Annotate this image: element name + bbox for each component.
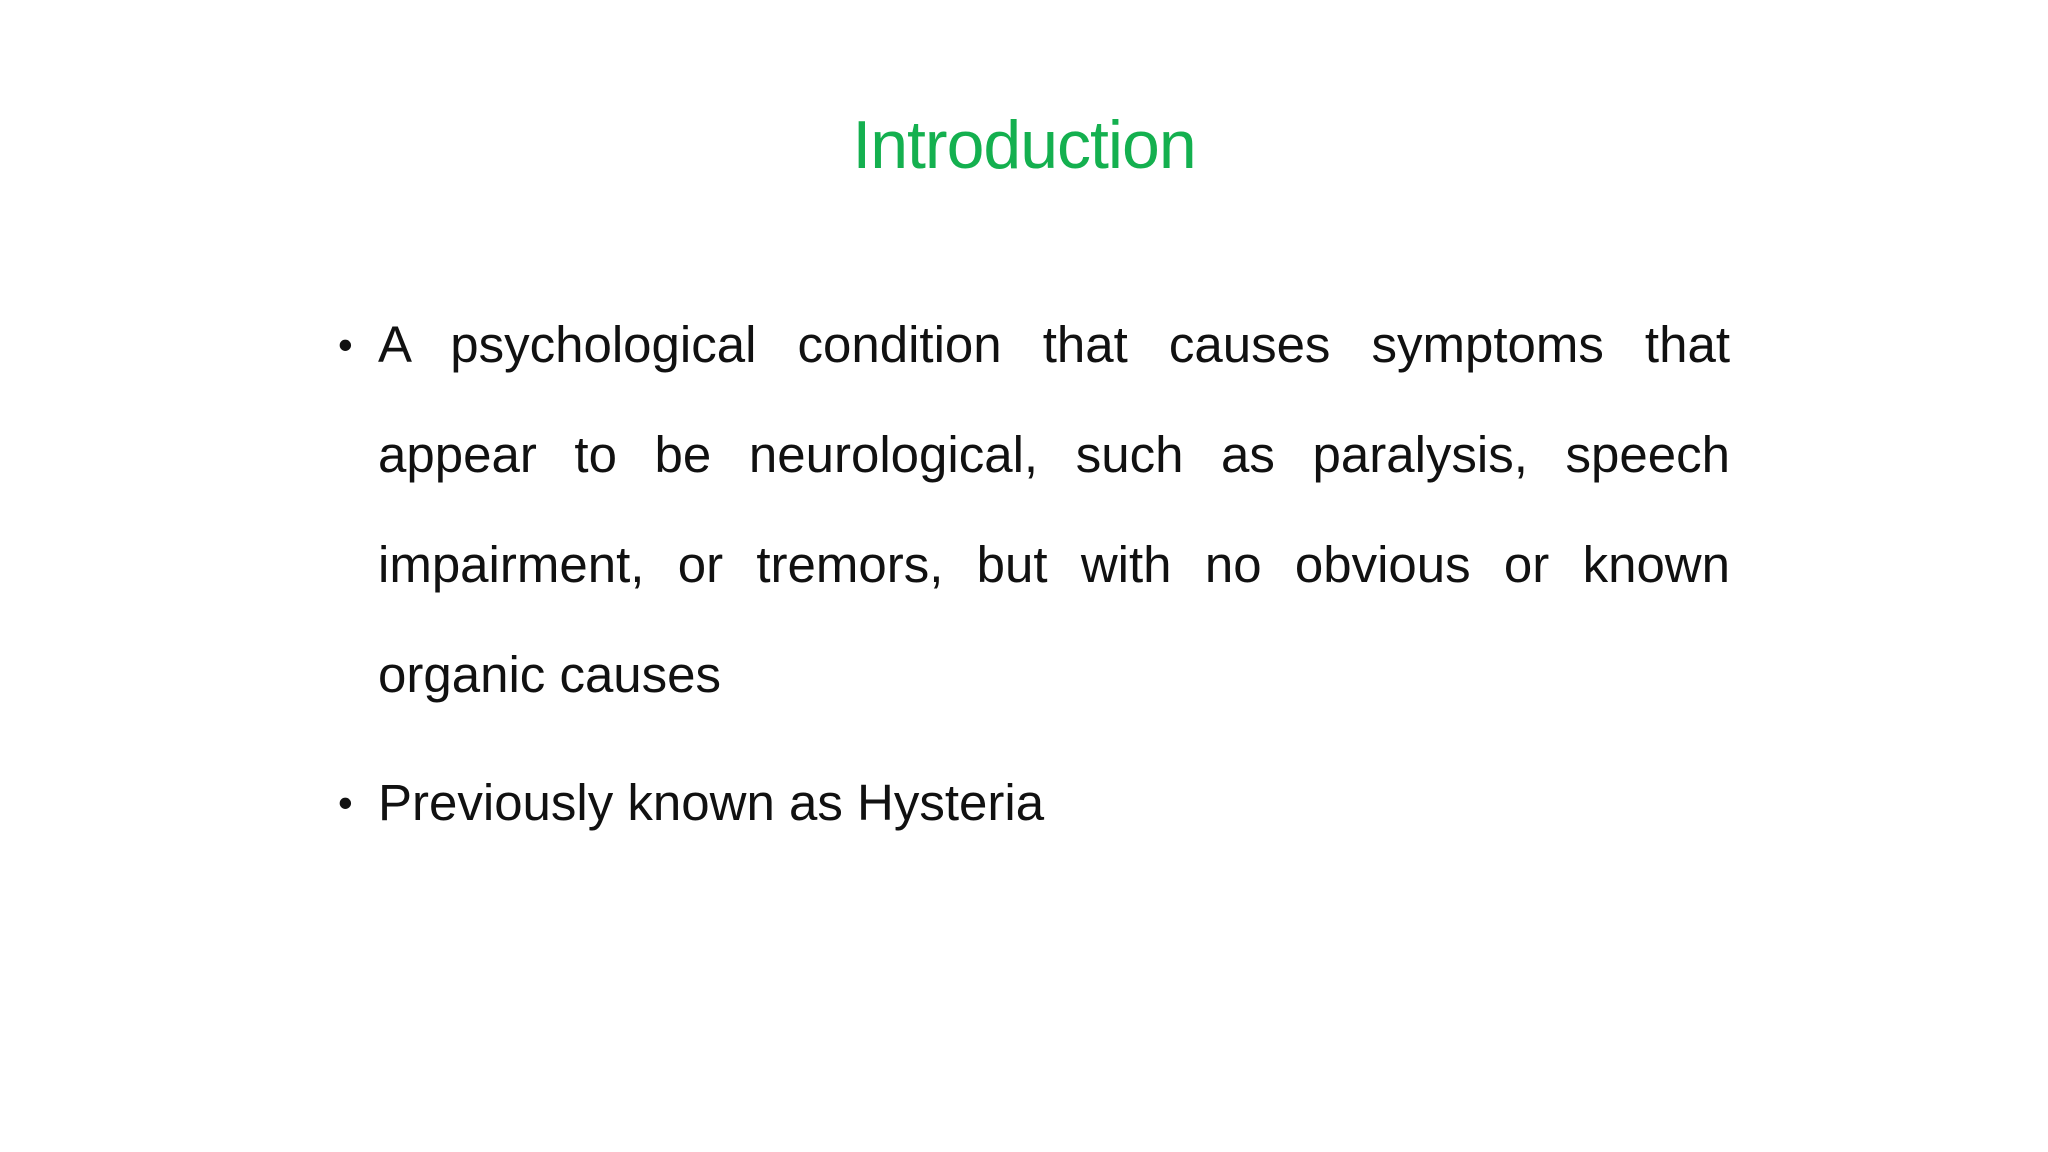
bullet-item <box>330 290 1730 730</box>
bullet-text: A psychological condition that causes symptoms that appear to be neurological, such as paralysis, speech impairment, or tremors, but with no obvious or known organic causes <box>378 316 1730 703</box>
bullet-list <box>330 290 1730 858</box>
slide-title: Introduction <box>852 107 1196 183</box>
bullet-dot-icon: • <box>338 779 353 826</box>
bullet-item <box>330 748 1730 858</box>
bullet-text: Previously known as Hysteria <box>378 774 1045 831</box>
bullet-dot-icon: • <box>338 321 353 368</box>
